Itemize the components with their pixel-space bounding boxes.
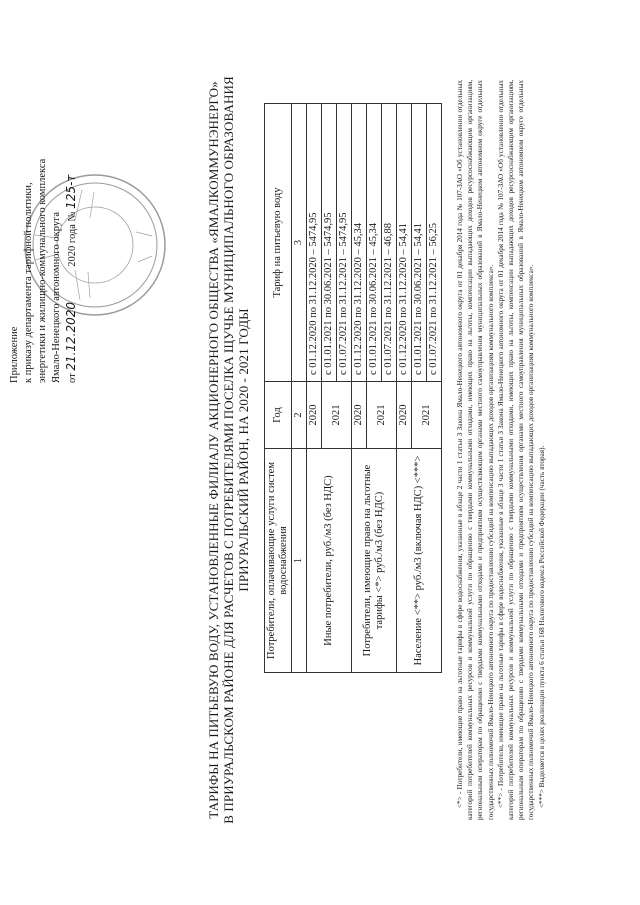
title-line-2: В ПРИУРАЛЬСКОМ РАЙОНЕ ДЛЯ РАСЧЕТОВ С ПОТРЕБИТЕЛЯМИ ПОСЕЛКА ЩУЧЬЕ МУНИЦИПАЛЬНОГО ОБРАЗОВАНИЯ xyxy=(221,76,236,824)
tariff-cell: с 01.07.2021 по 31.12.2021 – 5474,95 xyxy=(337,104,352,382)
year-cell: 2020 xyxy=(307,382,322,449)
tariff-cell: с 01.01.2021 по 30.06.2021 – 54,41 xyxy=(412,104,427,382)
handwritten-number: 125-т xyxy=(64,174,78,209)
tariff-cell: с 01.01.2021 по 30.06.2021 – 45,34 xyxy=(367,104,382,382)
year-cell: 2020 xyxy=(352,382,367,449)
tariff-table xyxy=(264,103,442,673)
approval-line-3: энергетики и жилищно-коммунального комплекса xyxy=(37,158,48,383)
table-row xyxy=(352,104,367,673)
approval-line-1: Приложение xyxy=(9,326,20,383)
col-number-1: 1 xyxy=(292,449,307,673)
date-prefix: от xyxy=(67,373,78,383)
year-number-label: 2020 года № xyxy=(67,211,78,267)
header-tariff: Тариф на питьевую воду xyxy=(265,104,292,382)
year-cell: 2021 xyxy=(367,382,397,449)
document-title xyxy=(206,65,251,835)
col-number-3: 3 xyxy=(292,104,307,382)
consumer-privileged: Потребители, имеющие право на льготные тарифы <*> руб./м3 (без НДС) xyxy=(352,449,397,673)
table-row xyxy=(397,104,412,673)
consumer-population: Население <**> руб./м3 (включая НДС) <***> xyxy=(397,449,442,673)
title-line-1: ТАРИФЫ НА ПИТЬЕВУЮ ВОДУ, УСТАНОВЛЕННЫЕ ФИЛИАЛУ АКЦИОНЕРНОГО ОБЩЕСТВА «ЯМАЛКОММУНЭНЕРГО» xyxy=(206,81,221,819)
col-number-2: 2 xyxy=(292,382,307,449)
approval-date-line xyxy=(64,43,80,383)
tariff-cell: с 01.01.2021 по 30.06.2021 – 5474,95 xyxy=(322,104,337,382)
approval-line-4: Ямало-Ненецкого автономного округа xyxy=(51,211,62,383)
title-line-3: ПРИУРАЛЬСКИЙ РАЙОН, НА 2020 - 2021 ГОДЫ xyxy=(236,308,251,592)
year-cell: 2021 xyxy=(322,382,352,449)
year-cell: 2021 xyxy=(412,382,442,449)
header-consumers: Потребители, оплачивающие услуги систем водоснабжения xyxy=(265,449,292,673)
tariff-cell: с 01.07.2021 по 31.12.2021 – 56,25 xyxy=(427,104,442,382)
handwritten-date: 21.12.2020 xyxy=(64,301,78,371)
footnotes xyxy=(455,80,547,820)
approval-block xyxy=(8,43,80,383)
footnote-3: <***> Выделяется в целях реализации пункта 6 статьи 168 Налогового кодекса Российской Федерации (часть вторая). xyxy=(537,445,546,808)
year-cell: 2020 xyxy=(397,382,412,449)
footnote-1: <*> - Потребители, имеющие право на льготные тарифы в сфере водоснабжения, указанные в абзаце 2 части 1 статьи 3 Закона Ямало-Ненецкого автономного округа от 01 декабря 2014 года № 107-ЗАО «Об установлении отдельных категорий потребителей коммунальных ресурсов и коммунальной услуги по обращению с твердыми коммунальными отходами, имеющих право на льготы, компенсации выпадающих доходов ресурсоснабжающим организациям, региональным операторам по обращению с твердыми коммунальными отходами и предприятиям осуществляющим органами местного самоуправления муниципальных образований в Ямало-Ненецком автономном округе отдельных государственных полномочий Ямало-Ненецкого автономного округа по предоставлению субсидий на компенсацию выпадающих доходов организациям коммунального комплекса». xyxy=(456,80,495,820)
footnote-2: <**> - Потребители, имеющие право на льготные тарифы в сфере водоснабжения, указанные в абзаце 3 части 1 статьи 3 Закона Ямало-Ненецкого автономного округа от 01 декабря 2014 года № 107-ЗАО «Об установлении отдельных категорий потребителей коммунальных ресурсов и коммунальной услуги по обращению с твердыми коммунальными отходами, имеющих право на льготы, компенсации выпадающих доходов ресурсоснабжающим организациям, региональным операторам по обращению с твердыми коммунальными отходами и предприятиям осуществления органами местного самоуправления муниципальных образований в Ямало-Ненецком автономном округе отдельных государственных полномочий Ямало-Ненецкого автономного округа по предоставлению субсидий на компенсацию выпадающих доходов организациям коммунального комплекса». xyxy=(496,80,536,820)
consumer-other: Иные потребители, руб./м3 (без НДС) xyxy=(307,449,352,673)
column-number-row xyxy=(292,104,307,673)
header-year: Год xyxy=(265,382,292,449)
table-row xyxy=(307,104,322,673)
tariff-cell: с 01.12.2020 по 31.12.2020 – 54,41 xyxy=(397,104,412,382)
table-header-row xyxy=(265,104,292,673)
tariff-cell: с 01.12.2020 по 31.12.2020 – 5474,95 xyxy=(307,104,322,382)
tariff-cell: с 01.12.2020 по 31.12.2020 – 45,34 xyxy=(352,104,367,382)
approval-line-2: к приказу департамента тарифной политики, xyxy=(23,182,34,383)
tariff-cell: с 01.07.2021 по 31.12.2021 – 46,88 xyxy=(382,104,397,382)
